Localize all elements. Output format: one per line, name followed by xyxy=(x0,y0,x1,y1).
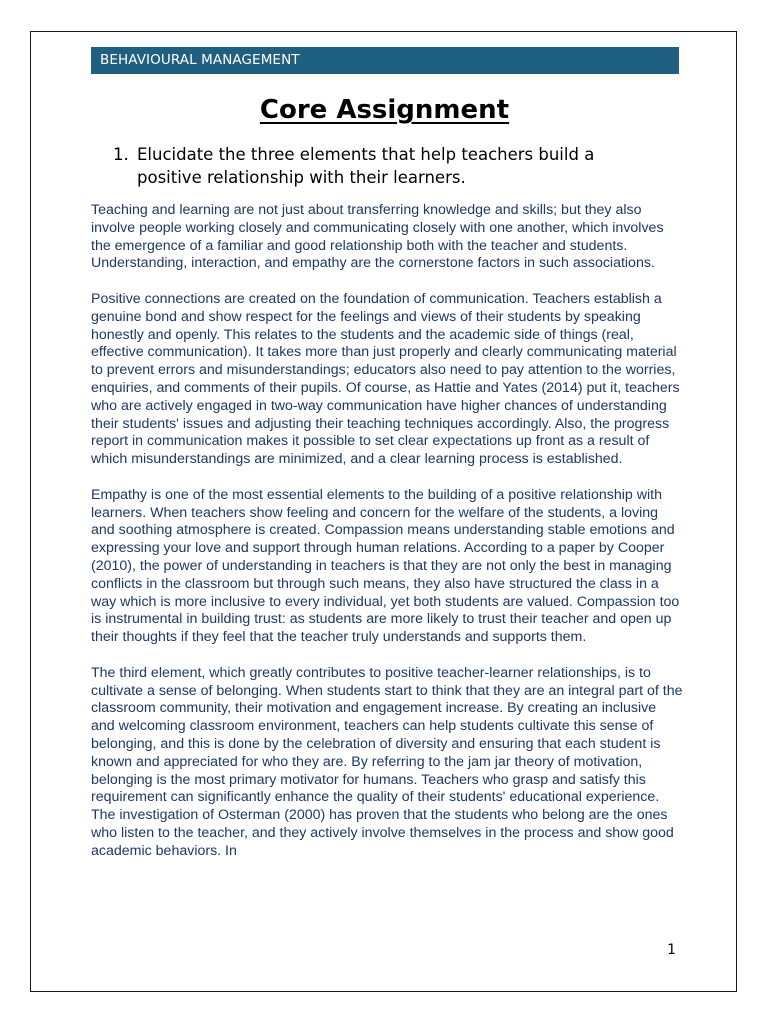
paragraph-empathy: Empathy is one of the most essential elements to the building of a positive relationship with learners. When teachers show feeling and concern for the welfare of the students, a loving and soothing atmosphere is created. Compassion means understanding stable emotions and expressing your love and support through human relations. According to a paper by Cooper (2010), the power of understanding in teachers is that they are not only the best in managing conflicts in the classroom but through such means, they also have structured the class in a way which is more inclusive to every individual, yet both students are valued. Compassion too is instrumental in building trust: as students are more likely to trust their teacher and open up their thoughts if they feel that the teacher truly understands and supports them. xyxy=(91,486,680,646)
page-title: Core Assignment xyxy=(259,95,510,125)
document-page xyxy=(30,31,737,992)
question-text: Elucidate the three elements that help teachers build a positive relationship with their learners. xyxy=(137,145,595,187)
section-banner: BEHAVIOURAL MANAGEMENT xyxy=(91,47,679,74)
body-text xyxy=(91,202,683,878)
paragraph-intro: Teaching and learning are not just about transferring knowledge and skills; but they also involve people working closely and communicating closely with one another, which involves the emergence of a familiar and good relationship both with the teacher and students. Understanding, interaction, and empathy are the cornerstone factors in such associations. xyxy=(91,202,664,272)
question-number: 1. xyxy=(113,145,129,164)
page-number: 1 xyxy=(667,942,676,958)
question-item xyxy=(113,143,653,189)
paragraph-belonging: The third element, which greatly contributes to positive teacher-learner relationships, is to cultivate a sense of belonging. When students start to think that they are an integral part of the classroom community, their motivation and engagement increase. By creating an inclusive and welcoming classroom environment, teachers can help students cultivate this sense of belonging, and this is done by the celebration of diversity and ensuring that each student is known and appreciated for who they are. By referring to the jam jar theory of motivation, belonging is the most primary motivator for humans. Teachers who grasp and satisfy this requirement can significantly enhance the quality of their students' educational experience. The investigation of Osterman (2000) has proven that the students who belong are the ones who listen to the teacher, and they actively involve themselves in the process and show good academic behaviors. In xyxy=(91,664,683,859)
paragraph-communication: Positive connections are created on the foundation of communication. Teachers establish a genuine bond and show respect for the feelings and views of their students by speaking honestly and openly. This relates to the students and the academic side of things (real, effective communication). It takes more than just properly and clearly communicating material to prevent errors and misunderstandings; educators also need to pay attention to the worries, enquiries, and comments of their pupils. Of course, as Hattie and Yates (2014) put it, teachers who are actively engaged in two-way communication have higher chances of understanding their students' issues and adjusting their teaching techniques accordingly. Also, the progress report in communication makes it possible to set clear expectations up front as a result of which misunderstandings are minimized, and a clear learning process is established. xyxy=(91,290,680,468)
